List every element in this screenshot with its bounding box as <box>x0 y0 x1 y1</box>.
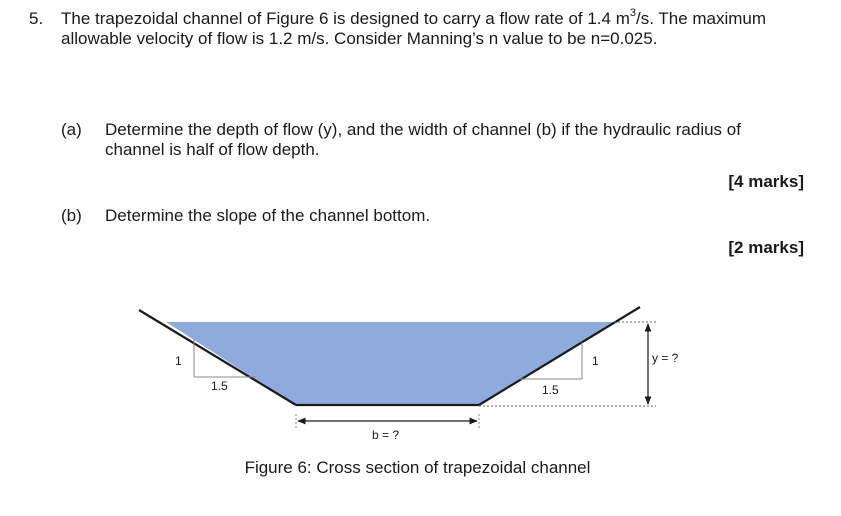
part-a-text: Determine the depth of flow (y), and the width of channel (b) if the hydraulic radius of channel is half of flow depth. <box>105 120 741 159</box>
part-b-label: (b) <box>61 206 82 225</box>
part-a-marks: [4 marks] <box>728 172 804 191</box>
right-slope-vertical-label: 1 <box>592 354 599 368</box>
question-intro-text: The trapezoidal channel of Figure 6 is designed to carry a flow rate of 1.4 m <box>61 9 630 28</box>
figure-caption-text: Figure 6: Cross section of trapezoidal channel <box>244 458 591 477</box>
left-slope-horizontal-label: 1.5 <box>211 379 228 393</box>
figure-caption <box>0 458 841 478</box>
part-a-label: (a) <box>61 120 82 139</box>
question-intro-text-cont: /s. The maximum allowable velocity of flow is 1.2 m/s. Consider Manning’s n value to be n=0.025. <box>61 9 767 48</box>
part-b-marks: [2 marks] <box>728 238 804 257</box>
superscript-cubed: 3 <box>629 7 636 20</box>
question-number: 5. <box>29 9 44 28</box>
right-slope-horizontal-label: 1.5 <box>542 383 559 397</box>
depth-label: y = ? <box>652 351 679 365</box>
width-label: b = ? <box>372 428 400 442</box>
left-slope-vertical-label: 1 <box>175 354 182 368</box>
part-b-text: Determine the slope of the channel bottom. <box>105 206 431 225</box>
